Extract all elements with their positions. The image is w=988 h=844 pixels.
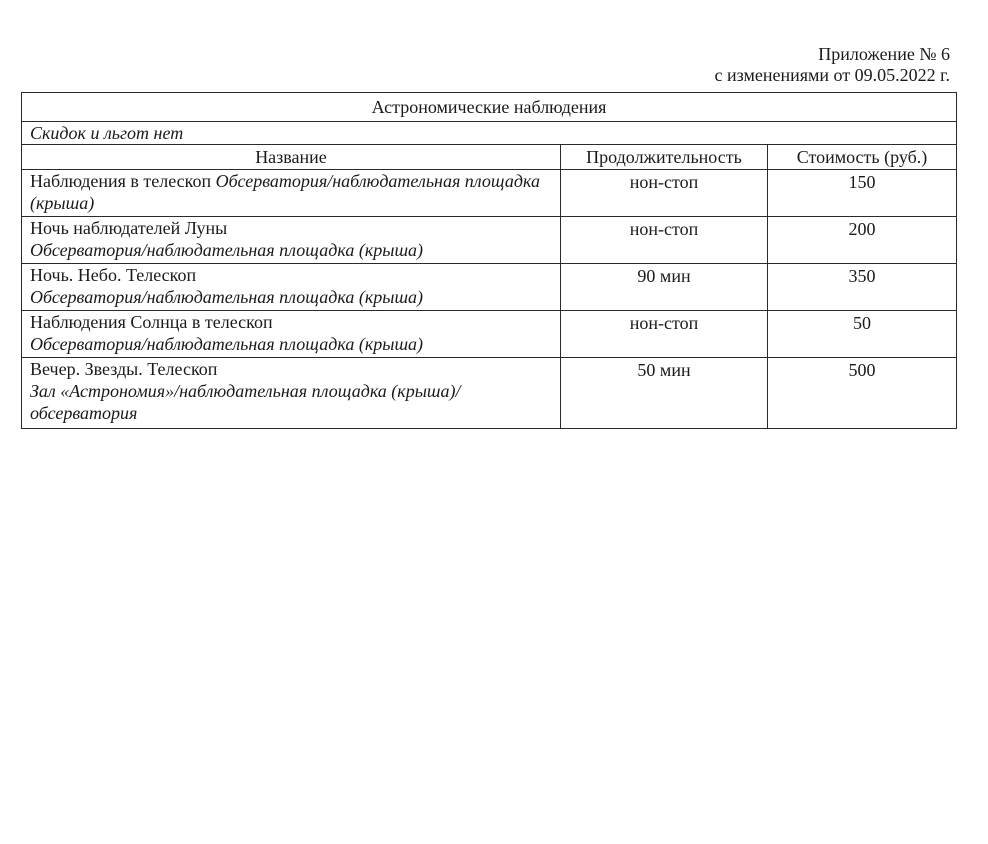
table-row: [22, 358, 957, 429]
event-name: Наблюдения в телескоп: [30, 171, 212, 191]
appendix-revision-date: с изменениями от 09.05.2022 г.: [714, 65, 950, 85]
event-cost: 200: [768, 217, 957, 264]
event-cost: 50: [768, 311, 957, 358]
table-row: [22, 217, 957, 264]
event-name: Ночь наблюдателей Луны: [30, 218, 228, 238]
event-name: Вечер. Звезды. Телескоп: [30, 359, 218, 379]
row-name-cell: [22, 358, 561, 429]
table-title: Астрономические наблюдения: [22, 93, 957, 122]
price-table: [21, 92, 957, 429]
table-note-row: [22, 122, 957, 145]
event-name: Ночь. Небо. Телескоп: [30, 265, 197, 285]
event-location: Обсерватория/наблюдательная площадка (крыша): [30, 334, 424, 354]
appendix-number: Приложение № 6: [818, 44, 950, 64]
table-row: [22, 311, 957, 358]
event-duration: нон-стоп: [561, 311, 768, 358]
header-cost: Стоимость (руб.): [768, 145, 957, 170]
table-row: [22, 170, 957, 217]
appendix-header: [714, 44, 950, 86]
event-cost: 150: [768, 170, 957, 217]
event-location: Обсерватория/наблюдательная площадка (крыша): [30, 171, 540, 213]
header-name: Название: [22, 145, 561, 170]
event-cost: 500: [768, 358, 957, 429]
table-title-row: [22, 93, 957, 122]
event-duration: 90 мин: [561, 264, 768, 311]
event-duration: нон-стоп: [561, 170, 768, 217]
row-name-cell: [22, 170, 561, 217]
row-name-cell: [22, 264, 561, 311]
row-name-cell: [22, 311, 561, 358]
row-name-cell: [22, 217, 561, 264]
discount-note: Скидок и льгот нет: [22, 122, 957, 145]
event-location: Обсерватория/наблюдательная площадка (крыша): [30, 240, 424, 260]
event-duration: нон-стоп: [561, 217, 768, 264]
event-duration: 50 мин: [561, 358, 768, 429]
header-duration: Продолжительность: [561, 145, 768, 170]
table-row: [22, 264, 957, 311]
event-name: Наблюдения Солнца в телескоп: [30, 312, 273, 332]
event-location: Обсерватория/наблюдательная площадка (крыша): [30, 287, 424, 307]
event-cost: 350: [768, 264, 957, 311]
event-location: Зал «Астрономия»/наблюдательная площадка (крыша)/обсерватория: [30, 381, 461, 423]
table-header-row: [22, 145, 957, 170]
